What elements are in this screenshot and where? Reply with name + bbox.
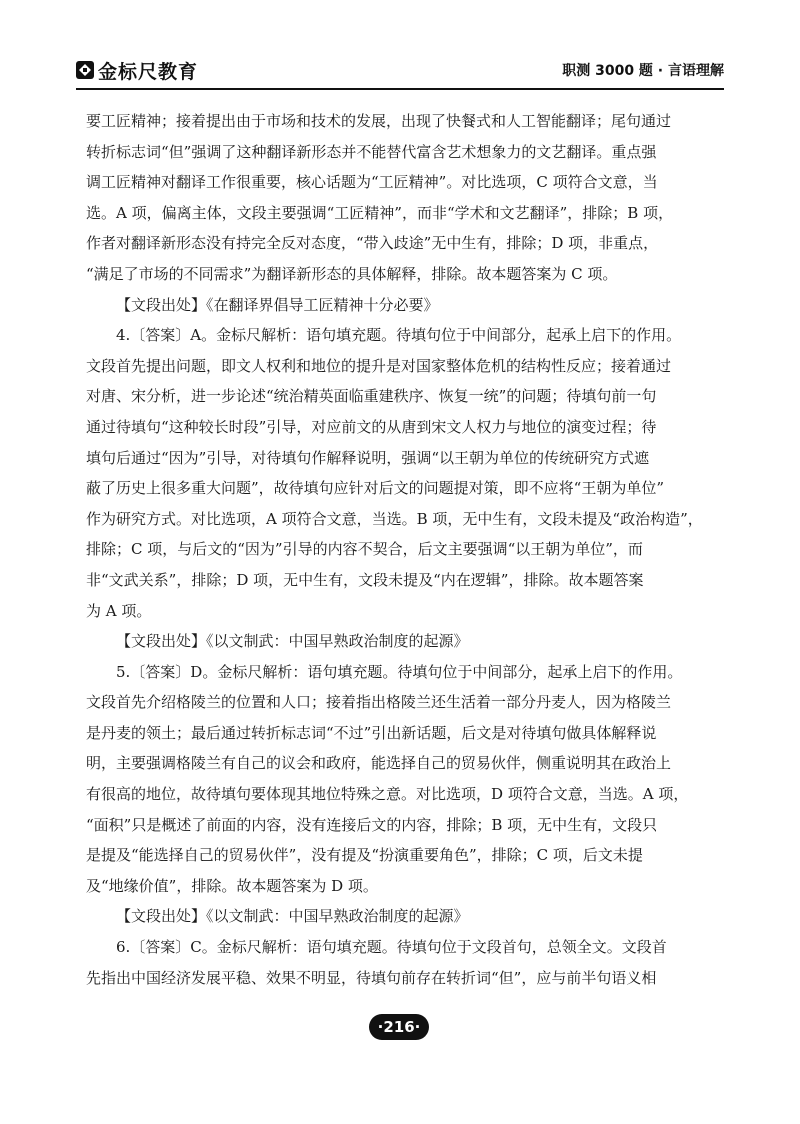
text-line: 作者对翻译新形态没有持完全反对态度，“带入歧途”无中生有，排除；D 项，非重点， bbox=[86, 234, 659, 253]
text-line: 转折标志词“但”强调了这种翻译新形态并不能替代富含艺术想象力的文艺翻译。重点强 bbox=[86, 142, 657, 161]
logo bbox=[76, 57, 198, 84]
book-title: 职测 3000 题 · 言语理解 bbox=[562, 63, 724, 79]
text-line: 填句后通过“因为”引导，对待填句作解释说明，强调“以王朝为单位的传统研究方式遮 bbox=[86, 448, 650, 467]
text-line: 为 A 项。 bbox=[86, 601, 152, 620]
text-line: 及“地缘价值”，排除。故本题答案为 D 项。 bbox=[86, 876, 378, 895]
text-line: 4.〔答案〕A。金标尺解析：语句填充题。待填句位于中间部分，起承上启下的作用。 bbox=[116, 326, 682, 345]
text-line: 文段首先提出问题，即文人权利和地位的提升是对国家整体危机的结构性反应；接着通过 bbox=[86, 356, 672, 375]
text-line: 是丹麦的领土；最后通过转折标志词“不过”引出新话题，后文是对待填句做具体解释说 bbox=[86, 723, 657, 742]
text-line: 选。A 项，偏离主体，文段主要强调“工匠精神”，而非“学术和文艺翻译”，排除；B 项， bbox=[86, 203, 674, 222]
logo-icon bbox=[76, 61, 94, 79]
text-line: 是提及“能选择自己的贸易伙伴”，没有提及“扮演重要角色”，排除；C 项，后文未提 bbox=[86, 846, 643, 865]
text-line: 蔽了历史上很多重大问题”，故待填句应针对后文的问题提对策，即不应将“王朝为单位” bbox=[86, 479, 665, 498]
text-line: 先指出中国经济发展平稳、效果不明显，待填句前存在转折词“但”，应与前半句语义相 bbox=[86, 968, 657, 987]
text-line: “面积”只是概述了前面的内容，没有连接后文的内容，排除；B 项，无中生有，文段只 bbox=[86, 815, 658, 834]
text-line: 非“文武关系”，排除；D 项，无中生有，文段未提及“内在逻辑”，排除。故本题答案 bbox=[86, 570, 644, 589]
text-line: 【文段出处】《以文制武：中国早熟政治制度的起源》 bbox=[116, 632, 469, 651]
page-header bbox=[76, 53, 724, 87]
page-number: ·216· bbox=[369, 1014, 429, 1040]
text-line: 6.〔答案〕C。金标尺解析：语句填充题。待填句位于文段首句，总领全文。文段首 bbox=[116, 938, 667, 957]
page-body bbox=[86, 106, 712, 993]
text-line: 排除；C 项，与后文的“因为”引导的内容不契合，后文主要强调“以王朝为单位”，而 bbox=[86, 540, 643, 559]
text-line: 【文段出处】《以文制武：中国早熟政治制度的起源》 bbox=[116, 907, 469, 926]
text-line: 对唐、宋分析，进一步论述“统治精英面临重建秩序、恢复一统”的问题；待填句前一句 bbox=[86, 387, 657, 406]
text-line: 文段首先介绍格陵兰的位置和人口；接着指出格陵兰还生活着一部分丹麦人，因为格陵兰 bbox=[86, 693, 672, 712]
logo-text: 金标尺教育 bbox=[98, 60, 199, 83]
text-line: 作为研究方式。对比选项，A 项符合文意，当选。B 项，无中生有，文段未提及“政治构造”， bbox=[86, 509, 703, 528]
text-line: 有很高的地位，故待填句要体现其地位特殊之意。对比选项，D 项符合文意，当选。A 项， bbox=[86, 785, 689, 804]
text-line: 【文段出处】《在翻译界倡导工匠精神十分必要》 bbox=[116, 295, 439, 314]
header-divider bbox=[76, 88, 724, 90]
text-line: 通过待填句“这种较长时段”引导，对应前文的从唐到宋文人权力与地位的演变过程；待 bbox=[86, 417, 657, 436]
text-line: 要工匠精神；接着提出由于市场和技术的发展，出现了快餐式和人工智能翻译；尾句通过 bbox=[86, 112, 672, 130]
text-line: 调工匠精神对翻译工作很重要，核心话题为“工匠精神”。对比选项，C 项符合文意，当 bbox=[86, 173, 658, 192]
text-line: 5.〔答案〕D。金标尺解析：语句填充题。待填句位于中间部分，起承上启下的作用。 bbox=[116, 662, 683, 681]
text-line: 明，主要强调格陵兰有自己的议会和政府，能选择自己的贸易伙伴，侧重说明其在政治上 bbox=[86, 754, 672, 773]
text-line: “满足了市场的不同需求”为翻译新形态的具体解释，排除。故本题答案为 C 项。 bbox=[86, 264, 618, 283]
